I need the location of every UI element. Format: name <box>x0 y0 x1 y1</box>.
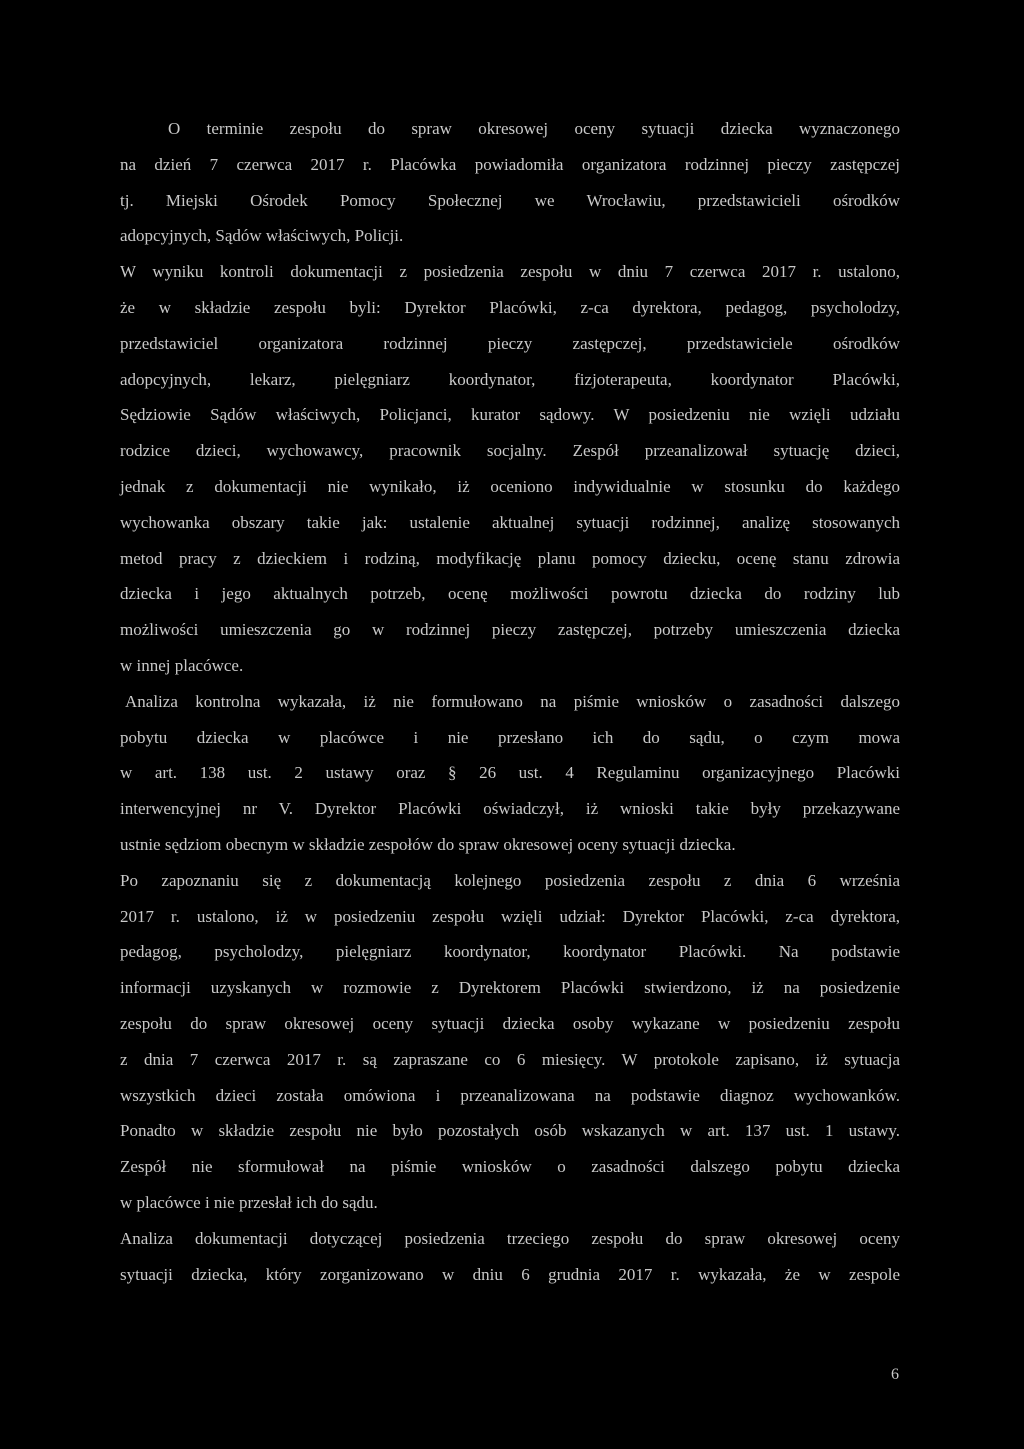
text-line: zespołu do spraw okresowej oceny sytuacji dziecka osoby wykazane w posiedzeniu zespołu <box>120 1014 900 1033</box>
text-line: jednak z dokumentacji nie wynikało, iż oceniono indywidualnie w stosunku do każdego <box>120 477 900 496</box>
text-line: Analiza kontrolna wykazała, iż nie formułowano na piśmie wniosków o zasadności dalszego <box>125 691 900 711</box>
text-line: adopcyjnych, lekarz, pielęgniarz koordynator, fizjoterapeuta, koordynator Placówki, <box>120 369 900 389</box>
text-line: na dzień 7 czerwca 2017 r. Placówka powiadomiła organizatora rodzinnej pieczy zastępczej <box>120 154 900 174</box>
text-line: dziecka i jego aktualnych potrzeb, ocenę możliwości powrotu dziecka do rodziny lub <box>120 584 900 604</box>
text-line: wychowanka obszary takie jak: ustalenie aktualnej sytuacji rodzinnej, analizę stosowanych <box>120 512 900 532</box>
text-line: wszystkich dzieci została omówiona i przeanalizowana na podstawie diagnoz wychowanków. <box>120 1085 900 1105</box>
text-line: pedagog, psycholodzy, pielęgniarz koordynator, koordynator Placówki. Na podstawie <box>120 942 900 962</box>
text-line: Sędziowie Sądów właściwych, Policjanci, kurator sądowy. W posiedzeniu nie wzięli udziału <box>120 405 900 425</box>
text-line: pobytu dziecka w placówce i nie przesłano ich do sądu, o czym mowa <box>120 727 900 747</box>
text-line: w placówce i nie przesłał ich do sądu. <box>120 1193 378 1212</box>
text-line: interwencyjnej nr V. Dyrektor Placówki oświadczył, iż wnioski takie były przekazywane <box>120 799 900 819</box>
text-line: O terminie zespołu do spraw okresowej oceny sytuacji dziecka wyznaczonego <box>168 119 900 138</box>
text-line: możliwości umieszczenia go w rodzinnej pieczy zastępczej, potrzeby umieszczenia dziecka <box>120 620 900 640</box>
text-line: z dnia 7 czerwca 2017 r. są zapraszane co 6 miesięcy. W protokole zapisano, iż sytuacja <box>120 1049 900 1069</box>
text-line: Zespół nie sformułował na piśmie wniosków o zasadności dalszego pobytu dziecka <box>120 1157 900 1177</box>
text-line: Po zapoznaniu się z dokumentacją kolejnego posiedzenia zespołu z dnia 6 września <box>120 870 900 890</box>
text-line: rodzice dzieci, wychowawcy, pracownik socjalny. Zespół przeanalizował sytuację dzieci, <box>120 441 900 461</box>
text-line: informacji uzyskanych w rozmowie z Dyrektorem Placówki stwierdzono, iż na posiedzenie <box>120 978 900 998</box>
page-number: 6 <box>891 1366 899 1383</box>
text-line: że w składzie zespołu byli: Dyrektor Placówki, z-ca dyrektora, pedagog, psycholodzy, <box>120 298 900 317</box>
text-line: Analiza dokumentacji dotyczącej posiedzenia trzeciego zespołu do spraw okresowej oceny <box>120 1228 900 1248</box>
text-line: 2017 r. ustalono, iż w posiedzeniu zespołu wzięli udział: Dyrektor Placówki, z-ca dyrektora, <box>120 906 900 926</box>
text-line: W wyniku kontroli dokumentacji z posiedzenia zespołu w dniu 7 czerwca 2017 r. ustalono, <box>120 262 900 282</box>
text-line: w innej placówce. <box>120 656 244 675</box>
text-line: tj. Miejski Ośrodek Pomocy Społecznej we Wrocławiu, przedstawicieli ośrodków <box>120 190 900 210</box>
text-line: w art. 138 ust. 2 ustawy oraz § 26 ust. 4 Regulaminu organizacyjnego Placówki <box>120 763 900 783</box>
text-line: przedstawiciel organizatora rodzinnej pieczy zastępczej, przedstawiciele ośrodków <box>120 333 900 353</box>
text-line: sytuacji dziecka, który zorganizowano w dniu 6 grudnia 2017 r. wykazała, że w zespole <box>120 1264 900 1284</box>
text-line: Ponadto w składzie zespołu nie było pozostałych osób wskazanych w art. 137 ust. 1 ustawy. <box>120 1121 900 1141</box>
text-line: adopcyjnych, Sądów właściwych, Policji. <box>120 226 404 246</box>
text-line: metod pracy z dzieckiem i rodziną, modyfikację planu pomocy dziecku, ocenę stanu zdrowia <box>120 548 900 568</box>
text-line: ustnie sędziom obecnym w składzie zespołów do spraw okresowej oceny sytuacji dziecka. <box>120 835 736 854</box>
